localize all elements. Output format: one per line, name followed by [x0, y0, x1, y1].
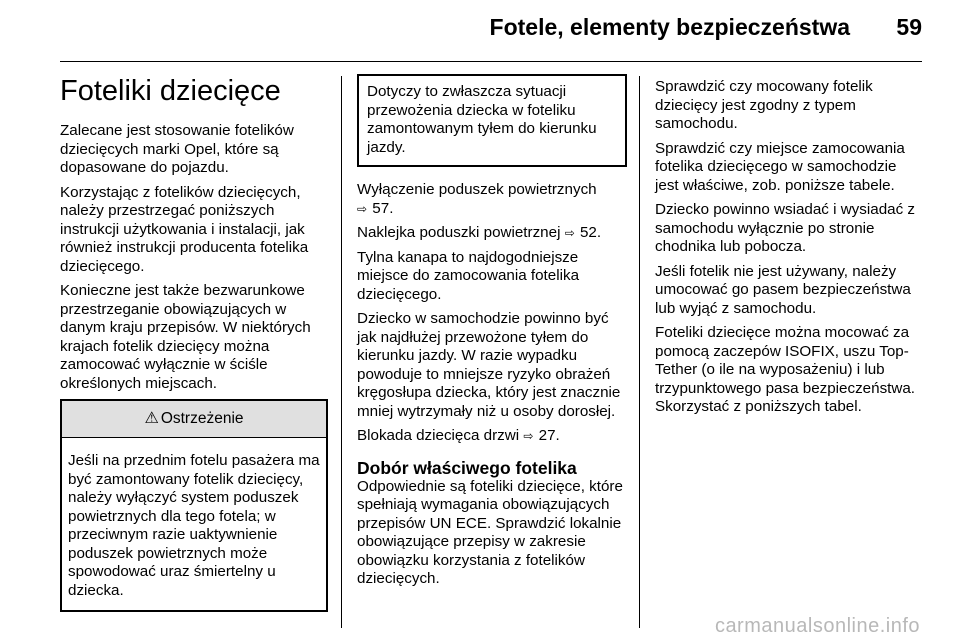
- column-divider-left: [341, 76, 342, 628]
- column-divider-right: [639, 76, 640, 628]
- header-title: Fotele, elementy bezpieczeństwa: [489, 14, 850, 40]
- page-reference-link[interactable]: [565, 224, 601, 241]
- watermark-text: carmanualsonline.info: [714, 615, 920, 637]
- paragraph: Sprawdzić czy miejsce zamocowania fotelika dziecięcego w samochodzie jest właściwe, zob. poniższe tabele.: [655, 139, 905, 194]
- warning-title: Ostrzeżenie: [160, 410, 244, 427]
- paragraph: Zalecane jest stosowanie fotelików dziecięcych marki Opel, które są dopasowane do pojazdu.: [60, 122, 294, 176]
- paragraph: Jeśli fotelik nie jest używany, należy umocować go pasem bezpieczeństwa lub wyjąć z samochodu.: [655, 262, 911, 317]
- paragraph: Foteliki dziecięce można mocować za pomocą zaczepów ISOFIX, uszu Top-Tether (o ile na wyposażeniu) i lub trzypunktowego pasa bezpieczeństwa. Skorzystać z poniższych tabel.: [655, 324, 916, 415]
- arrow-right-icon: ⇨: [523, 429, 534, 443]
- column-1: [60, 74, 328, 612]
- paragraph-text: Blokada dziecięca drzwi: [357, 427, 520, 444]
- page-number: 59: [896, 14, 922, 40]
- warning-body: Jeśli na przednim fotelu pasażera ma być zamontowany fotelik dziecięcy, należy wyłączyć system poduszek powietrznych dla tego fotela; w przeciwnym razie uaktywnienie poduszek powietrznych może spowodować uraz śmiertelny u dziecka.: [68, 452, 320, 599]
- section-title: Foteliki dziecięce: [60, 75, 281, 107]
- paragraph-text: Naklejka poduszki powietrznej: [357, 224, 561, 241]
- paragraph-text: Wyłączenie poduszek powietrznych: [357, 181, 597, 198]
- reference-page: 27.: [538, 427, 560, 444]
- paragraph-with-ref: [357, 181, 627, 218]
- paragraph: Dziecko w samochodzie powinno być jak najdłużej przewożone tyłem do kierunku jazdy. W razie wypadku powoduje to mniejsze ryzyko obrażeń kręgosłupa dziecka, który jest znacznie mniej wytrzymały niż u osoby dorosłej.: [357, 310, 621, 420]
- paragraph-with-ref: [357, 427, 627, 446]
- paragraph: Dziecko powinno wsiadać i wysiadać z samochodu wyłącznie po stronie chodnika lub pobocza.: [655, 201, 915, 255]
- page-reference-link[interactable]: [357, 200, 393, 217]
- header-rule: [60, 61, 922, 62]
- column-2: [357, 74, 627, 595]
- reference-page: 57.: [372, 199, 394, 217]
- warning-box: [60, 399, 328, 612]
- paragraph: Konieczne jest także bezwarunkowe przestrzeganie obowiązujących w danym kraju przepisów. W niektórych krajach fotelik dziecięcy można zamocować wyłącznie w ściśle określonych miejscach.: [60, 282, 311, 392]
- paragraph: Tylna kanapa to najdogodniejsze miejsce do zamocowania fotelika dziecięcego.: [357, 248, 580, 303]
- paragraph-with-ref: [357, 224, 627, 243]
- arrow-right-icon: ⇨: [357, 201, 368, 216]
- column-3: [655, 78, 923, 423]
- arrow-right-icon: ⇨: [564, 226, 575, 240]
- reference-page: 52.: [579, 224, 602, 241]
- subheading: Dobór właściwego fotelika: [357, 457, 577, 478]
- paragraph: Korzystając z fotelików dziecięcych, należy przestrzegać poniższych instrukcji użytkowania i instalacji, jak również instrukcji producenta fotelika dziecięcego.: [60, 183, 309, 275]
- warning-header: [62, 401, 326, 438]
- paragraph: Sprawdzić czy mocowany fotelik dziecięcy jest zgodny z typem samochodu.: [655, 78, 873, 132]
- warning-triangle-icon: ⚠: [144, 410, 159, 427]
- paragraph: Odpowiednie są foteliki dziecięce, które spełniają wymagania obowiązujących przepisów UN ECE. Sprawdzić lokalnie obowiązujące przepisy w zakresie obowiązku korzystania z fotelików dziecięcych.: [357, 477, 623, 587]
- page-reference-link[interactable]: [523, 427, 559, 444]
- note-box: Dotyczy to zwłaszcza sytuacji przewożenia dziecka w foteliku zamontowanym tyłem do kierunku jazdy.: [357, 74, 627, 167]
